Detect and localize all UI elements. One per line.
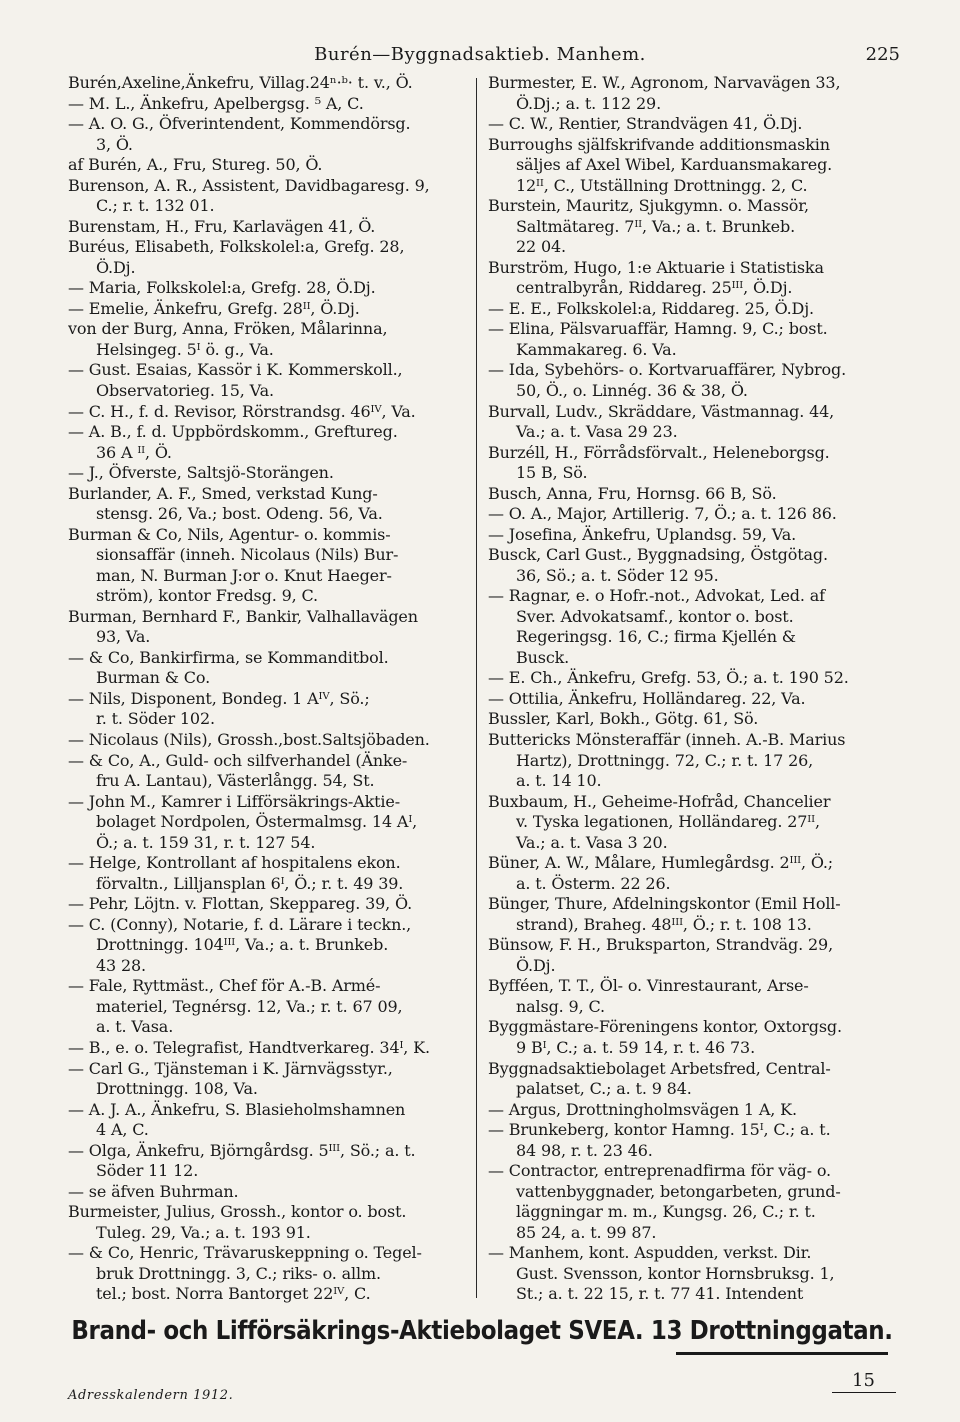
directory-line: af Burén, A., Fru, Stureg. 50, Ö. [68,155,323,175]
advertisement-banner: Brand- och Lifförsäkrings-Aktiebolaget SVEA. 13 Drottninggatan. [71,1316,893,1346]
directory-line: Burstein, Mauritz, Sjukgymn. o. Massör, [488,196,809,216]
footer-rule [832,1392,896,1393]
directory-line: 12ᴵᴵ, C., Utställning Drottningg. 2, C. [516,175,808,195]
directory-line: 3, Ö. [96,134,133,154]
directory-line: — Emelie, Änkefru, Grefg. 28ᴵᴵ, Ö.Dj. [68,298,360,318]
directory-line: v. Tyska legationen, Holländareg. 27ᴵᴵ, [516,812,820,832]
directory-line: Bussler, Karl, Bokh., Götg. 61, Sö. [488,709,759,729]
directory-line: vattenbyggnader, betongarbeten, grund- [516,1181,841,1201]
directory-line: — O. A., Major, Artillerig. 7, Ö.; a. t. 126 86. [488,504,837,524]
directory-line: — se äfven Buhrman. [68,1181,239,1201]
advertisement-underline [676,1352,888,1355]
directory-line: — J., Öfverste, Saltsjö-Storängen. [68,463,334,483]
directory-line: Gust. Svensson, kontor Hornsbruksg. 1, [516,1263,835,1283]
directory-line: — Argus, Drottningholmsvägen 1 A, K. [488,1099,797,1119]
directory-line: tel.; bost. Norra Bantorget 22ᴵⱽ, C. [96,1284,371,1304]
directory-line: — C. (Conny), Notarie, f. d. Lärare i teckn., [68,914,412,934]
directory-line: 93, Va. [96,627,151,647]
directory-line: säljes af Axel Wibel, Karduansmakareg. [516,155,833,175]
directory-line: Burman, Bernhard F., Bankir, Valhallavägen [68,606,418,626]
directory-line: palatset, C.; a. t. 9 84. [516,1079,692,1099]
directory-line: — Josefina, Änkefru, Uplandsg. 59, Va. [488,524,797,544]
directory-line: Helsingeg. 5ᴵ ö. g., Va. [96,339,274,359]
directory-line: Buréus, Elisabeth, Folkskolel:a, Grefg. 28, [68,237,405,257]
directory-line: Drottningg. 104ᴵᴵᴵ, Va.; a. t. Brunkeb. [96,935,389,955]
running-head [60,44,900,66]
directory-line: — A. J. A., Änkefru, S. Blasieholmshamnen [68,1099,406,1119]
directory-line: Burström, Hugo, 1:e Aktuarie i Statistiska [488,257,824,277]
directory-line: Burman & Co. [96,668,211,688]
directory-line: — & Co, A., Guld- och silfverhandel (Änke- [68,750,408,770]
footer-sheet-number: 15 [852,1370,875,1391]
directory-line: — Ottilia, Änkefru, Holländareg. 22, Va. [488,688,806,708]
directory-line: — C. H., f. d. Revisor, Rörstrandsg. 46ᴵⱽ, Va. [68,401,416,421]
page-number: 225 [865,44,900,65]
directory-line: Bünsow, F. H., Bruksparton, Strandväg. 29, [488,935,834,955]
directory-line: Bünger, Thure, Afdelningskontor (Emil Holl- [488,894,841,914]
directory-line: Sver. Advokatsamf., kontor o. bost. [516,606,794,626]
directory-line: 22 04. [516,237,566,257]
directory-line: Burvall, Ludv., Skräddare, Västmannag. 44, [488,401,835,421]
directory-line: — A. B., f. d. Uppbördskomm., Greftureg. [68,422,398,442]
directory-line: Büner, A. W., Målare, Humlegårdsg. 2ᴵᴵᴵ, Ö.; [488,853,834,873]
directory-line: von der Burg, Anna, Fröken, Målarinna, [68,319,388,339]
left-column [68,72,471,1304]
directory-line: — Manhem, kont. Aspudden, verkst. Dir. [488,1243,812,1263]
directory-line: Regeringsg. 16, C.; firma Kjellén & [516,627,796,647]
directory-line: — B., e. o. Telegrafist, Handtverkareg. 34ᴵ, K. [68,1037,430,1057]
directory-line: 36, Sö.; a. t. Söder 12 95. [516,565,719,585]
directory-line: Burenstam, H., Fru, Karlavägen 41, Ö. [68,216,376,236]
directory-line: — Maria, Folkskolel:a, Grefg. 28, Ö.Dj. [68,278,376,298]
directory-line: Ö.Dj. [516,955,556,975]
directory-line: — A. O. G., Öfverintendent, Kommendörsg. [68,114,411,134]
directory-line: Hartz), Drottningg. 72, C.; r. t. 17 26, [516,750,814,770]
directory-line: 84 98, r. t. 23 46. [516,1140,653,1160]
directory-line: Byggmästare-Föreningens kontor, Oxtorgsg. [488,1017,842,1037]
directory-line: Burman & Co, Nils, Agentur- o. kommis- [68,524,391,544]
directory-line: 85 24, a. t. 99 87. [516,1222,657,1242]
directory-line: sionsaffär (inneh. Nicolaus (Nils) Bur- [96,545,399,565]
directory-line: Va.; a. t. Vasa 3 20. [516,832,668,852]
directory-line: a. t. Vasa. [96,1017,174,1037]
directory-line: Burén,Axeline,Änkefru, Villag.24ⁿ·ᵇ· t. v., Ö. [68,73,413,92]
directory-line: Byggnadsaktiebolaget Arbetsfred, Central- [488,1058,831,1078]
directory-line: — Helge, Kontrollant af hospitalens ekon. [68,853,401,873]
directory-line: Busck, Carl Gust., Byggnadsing, Östgötag. [488,545,828,565]
directory-line: — E. E., Folkskolel:a, Riddareg. 25, Ö.Dj. [488,298,814,318]
directory-line: Observatorieg. 15, Va. [96,380,274,400]
directory-line: — Pehr, Löjtn. v. Flottan, Skeppareg. 39, Ö. [68,894,413,914]
directory-line: Kammakareg. 6. Va. [516,339,677,359]
directory-line: — & Co, Henric, Trävaruskeppning o. Tegel- [68,1243,422,1263]
directory-line: — Contractor, entreprenadfirma för väg- o. [488,1161,831,1181]
directory-line: Tuleg. 29, Va.; a. t. 193 91. [96,1222,311,1242]
directory-line: Burroughs själfskrifvande additionsmaskin [488,134,830,154]
directory-line: Buttericks Mönsteraffär (inneh. A.-B. Marius [488,730,846,749]
directory-line: — Ragnar, e. o Hofr.-not., Advokat, Led. af [488,586,825,606]
directory-line: 9 Bᴵ, C.; a. t. 59 14, r. t. 46 73. [516,1037,756,1057]
directory-line: — & Co, Bankirfirma, se Kommanditbol. [68,647,389,667]
directory-line: — M. L., Änkefru, Apelbergsg. ⁵ A, C. [68,93,364,113]
directory-line: 4 A, C. [96,1120,149,1140]
directory-line: materiel, Tegnérsg. 12, Va.; r. t. 67 09, [96,996,403,1016]
directory-line: Byfféen, T. T., Öl- o. Vinrestaurant, Arse- [488,976,809,996]
directory-line: a. t. 14 10. [516,771,602,791]
directory-line: — Nils, Disponent, Bondeg. 1 Aᴵⱽ, Sö.; [68,688,370,708]
directory-line: — Carl G., Tjänsteman i K. Järnvägsstyr., [68,1058,393,1078]
directory-line: Burmeister, Julius, Grossh., kontor o. bost. [68,1202,407,1222]
directory-line: fru A. Lantau), Västerlångg. 54, St. [96,771,375,791]
directory-line: läggningar m. m., Kungsg. 26, C.; r. t. [516,1202,816,1222]
directory-line: — E. Ch., Änkefru, Grefg. 53, Ö.; a. t. 190 52. [488,668,849,688]
directory-line: strand), Braheg. 48ᴵᴵᴵ, Ö.; r. t. 108 13. [516,914,812,934]
directory-line: a. t. Österm. 22 26. [516,873,671,893]
directory-line: 50, Ö., o. Linnég. 36 & 38, Ö. [516,380,748,400]
directory-line: — C. W., Rentier, Strandvägen 41, Ö.Dj. [488,114,803,134]
directory-line: stensg. 26, Va.; bost. Odeng. 56, Va. [96,504,383,524]
directory-line: Ö.; a. t. 159 31, r. t. 127 54. [96,832,316,852]
directory-line: — Nicolaus (Nils), Grossh.,bost.Saltsjöbaden. [68,730,430,749]
directory-line: St.; a. t. 22 15, r. t. 77 41. Intendent [516,1284,804,1304]
directory-line: — Fale, Ryttmäst., Chef för A.-B. Armé- [68,976,381,996]
directory-line: bruk Drottningg. 3, C.; riks- o. allm. [96,1263,381,1283]
right-column [488,72,892,1304]
footer-publication: Adresskalendern 1912. [68,1388,234,1403]
directory-line: — Brunkeberg, kontor Hamng. 15ᴵ, C.; a. t. [488,1120,831,1140]
directory-line: 36 A ᴵᴵ, Ö. [96,442,172,462]
directory-line: Buxbaum, H., Geheime-Hofråd, Chancelier [488,791,831,811]
directory-line: Va.; a. t. Vasa 29 23. [516,422,678,442]
directory-line: — Gust. Esaias, Kassör i K. Kommerskoll., [68,360,403,380]
directory-line: Busck. [516,647,570,667]
directory-line: Ö.Dj. [96,257,136,277]
directory-line: — John M., Kamrer i Lifförsäkrings-Aktie- [68,791,400,811]
directory-line: Busch, Anna, Fru, Hornsg. 66 B, Sö. [488,483,777,503]
directory-line: Ö.Dj.; a. t. 112 29. [516,93,662,113]
directory-line: — Elina, Pälsvaruaffär, Hamng. 9, C.; bost. [488,319,828,339]
directory-line: Burmester, E. W., Agronom, Narvavägen 33, [488,73,841,92]
directory-line: — Olga, Änkefru, Björngårdsg. 5ᴵᴵᴵ, Sö.; a. t. [68,1140,416,1160]
directory-line: 43 28. [96,955,146,975]
directory-line: — Ida, Sybehörs- o. Kortvaruaffärer, Nybrog. [488,360,847,380]
directory-line: Burlander, A. F., Smed, verkstad Kung- [68,483,378,503]
column-divider [476,78,477,1298]
directory-line: man, N. Burman J:or o. Knut Haeger- [96,565,392,585]
directory-line: centralbyrån, Riddareg. 25ᴵᴵᴵ, Ö.Dj. [516,278,793,298]
directory-line: ström), kontor Fredsg. 9, C. [96,586,318,606]
directory-line: förvaltn., Lilljansplan 6ᴵ, Ö.; r. t. 49 39. [96,873,404,893]
directory-line: nalsg. 9, C. [516,996,605,1016]
directory-line: r. t. Söder 102. [96,709,215,729]
directory-columns [68,72,896,1304]
directory-line: 15 B, Sö. [516,463,588,483]
directory-line: Burzéll, H., Förrådsförvalt., Heleneborgsg. [488,442,830,462]
directory-line: Drottningg. 108, Va. [96,1079,258,1099]
directory-line: bolaget Nordpolen, Östermalmsg. 14 Aᴵ, [96,812,418,832]
directory-line: Söder 11 12. [96,1161,199,1181]
directory-line: Saltmätareg. 7ᴵᴵ, Va.; a. t. Brunkeb. [516,216,796,236]
directory-line: Burenson, A. R., Assistent, Davidbagaresg. 9, [68,175,430,195]
directory-line: C.; r. t. 132 01. [96,196,215,216]
running-title: Burén—Byggnadsaktieb. Manhem. [314,44,646,65]
